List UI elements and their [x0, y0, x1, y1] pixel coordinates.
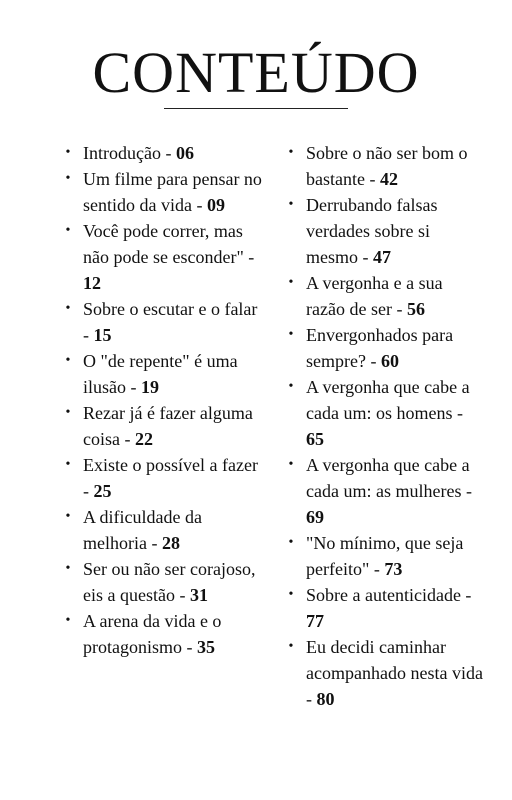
toc-entry-title: O "de repente" é uma ilusão - [83, 351, 238, 397]
toc-entry [285, 452, 485, 530]
bullet-icon: • [65, 561, 71, 576]
page-title: CONTEÚDO [92, 40, 420, 105]
bullet-icon: • [65, 171, 71, 186]
toc-entry-page: 06 [175, 143, 194, 163]
toc-entry-title: Ser ou não ser corajoso, eis a questão - [83, 559, 256, 605]
toc-entry-title: Rezar já é fazer alguma coisa - [83, 403, 253, 449]
toc-entry-title: A arena da vida e o protagonismo - [83, 611, 222, 657]
bullet-icon: • [288, 535, 294, 550]
toc-entry-title: "No mínimo, que seja perfeito" - [306, 533, 464, 579]
toc-entry-page: 35 [197, 637, 215, 657]
toc-entry [285, 270, 485, 322]
toc-entry-page: 15 [93, 325, 112, 345]
toc-entry-page: 69 [306, 507, 324, 527]
bullet-icon: • [288, 379, 294, 394]
toc-entry-title: Derrubando falsas verdades sobre si mesmo - [306, 195, 438, 267]
toc-entry [62, 400, 262, 452]
bullet-icon: • [288, 587, 294, 602]
toc-entry-page: 12 [83, 273, 101, 293]
toc-entry [285, 192, 485, 270]
bullet-icon: • [65, 613, 71, 628]
toc-entry-page: 31 [189, 585, 208, 605]
bullet-icon: • [288, 197, 294, 212]
toc-entry [62, 608, 262, 660]
bullet-icon: • [65, 457, 71, 472]
toc-entry [285, 322, 485, 374]
toc-entry-page: 09 [206, 195, 225, 215]
bullet-icon: • [288, 327, 294, 342]
toc-entry-title: Você pode correr, mas não pode se esconder" - [83, 221, 255, 267]
toc-entry [285, 634, 485, 712]
toc-entry [285, 374, 485, 452]
bullet-icon: • [65, 145, 71, 160]
toc-entry [285, 582, 485, 634]
toc-entry [285, 140, 485, 192]
bullet-icon: • [65, 509, 71, 524]
toc-entry-page: 56 [406, 299, 425, 319]
bullet-icon: • [65, 223, 71, 238]
bullet-icon: • [65, 405, 71, 420]
toc-entry-title: Sobre a autenticidade - [306, 585, 472, 605]
toc-entry [62, 166, 262, 218]
toc-entry-title: Envergonhados para sempre? - [306, 325, 454, 371]
toc-entry-page: 22 [134, 429, 153, 449]
toc-entry-page: 42 [379, 169, 398, 189]
toc-entry-title: A vergonha e a sua razão de ser - [306, 273, 443, 319]
bullet-icon: • [65, 353, 71, 368]
toc-entry-title: A dificuldade da melhoria - [83, 507, 202, 553]
toc-entry [285, 530, 485, 582]
toc-entry-page: 19 [141, 377, 159, 397]
toc-entry [62, 218, 262, 296]
toc-right-column [285, 140, 485, 712]
title-underline [164, 108, 348, 109]
toc-entry-title: Existe o possível a fazer - [83, 455, 258, 501]
toc-entry-page: 73 [384, 559, 403, 579]
bullet-icon: • [65, 301, 71, 316]
bullet-icon: • [288, 457, 294, 472]
toc-entry-page: 80 [316, 689, 335, 709]
toc-entry [62, 452, 262, 504]
toc-entry-page: 65 [306, 429, 324, 449]
toc-entry-title: A vergonha que cabe a cada um: os homens - [306, 377, 470, 423]
toc-entry-title: Introdução - [83, 143, 176, 163]
toc-entry-title: Um filme para pensar no sentido da vida - [83, 169, 262, 215]
toc-entry-page: 47 [373, 247, 391, 267]
toc-entry [62, 556, 262, 608]
toc-entry [62, 348, 262, 400]
toc-entry-title: A vergonha que cabe a cada um: as mulheres - [306, 455, 472, 501]
toc-entry-title: Sobre o não ser bom o bastante - [306, 143, 468, 189]
toc-entry [62, 140, 262, 166]
toc-entry-page: 25 [93, 481, 112, 501]
toc-entry [62, 296, 262, 348]
toc-entry-page: 60 [380, 351, 399, 371]
bullet-icon: • [288, 275, 294, 290]
toc-entry [62, 504, 262, 556]
bullet-icon: • [288, 145, 294, 160]
toc-left-column [62, 140, 262, 660]
toc-entry-page: 77 [306, 611, 324, 631]
toc-entry-title: Sobre o escutar e o falar - [83, 299, 258, 345]
bullet-icon: • [288, 639, 294, 654]
toc-entry-title: Eu decidi caminhar acompanhado nesta vida - [306, 637, 483, 709]
toc-entry-page: 28 [161, 533, 180, 553]
